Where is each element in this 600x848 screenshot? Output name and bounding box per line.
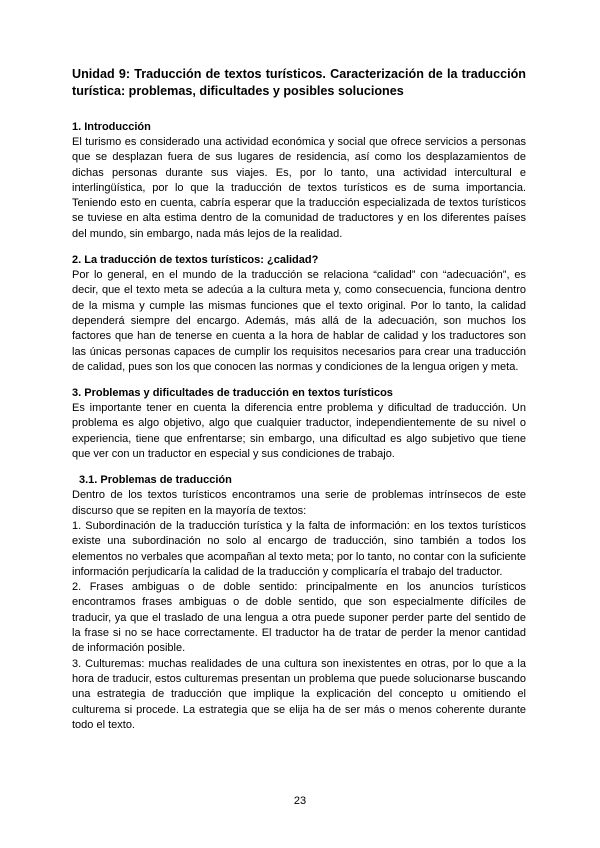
section-heading: 3. Problemas y dificultades de traducción en textos turísticos xyxy=(72,387,393,400)
paragraph: Dentro de los textos turísticos encontramos una serie de problemas intrínsecos de este discurso que se repiten en la mayoría de textos: xyxy=(72,489,526,517)
section-problemas-traduccion xyxy=(72,473,526,733)
section-introduccion xyxy=(72,120,526,242)
document-page xyxy=(72,66,526,744)
list-item: 2. Frases ambiguas o de doble sentido: principalmente en los anuncios turísticos encontramos frases ambiguas o de doble sentido, que son especialmente difíciles de traducir, ya que el traslado de una lengua a otra puede suponer perder parte del sentido de la frase si no se hace correctamente. El traductor ha de tratar de perder la menor cantidad de información posible. xyxy=(72,581,526,655)
paragraph: Por lo general, en el mundo de la traducción se relaciona “calidad” con “adecuación”, es decir, que el texto meta se adecúa a la cultura meta y, como consecuencia, funciona dentro de la misma y cumple las mismas funciones que el texto original. Por lo tanto, la calidad dependerá siempre del encargo. Además, más allá de la adecuación, son muchos los factores que han de tenerse en cuenta a la hora de hablar de calidad y los traductores son las únicas personas capaces de cumplir los requisitos necesarios para crear una traducción de calidad, pues son los que conocen las normas y condiciones de la lengua origen y meta. xyxy=(72,269,526,373)
page-number: 23 xyxy=(293,795,307,807)
list-item: 1. Subordinación de la traducción turística y la falta de información: en los textos turísticos existe una subordinación no solo al encargo de traducción, sino también a todos los elementos no verbales que acompañan al texto meta; por lo tanto, no contar con la suficiente información perjudicaría la calidad de la traducción y complicaría el trabajo del traductor. xyxy=(72,519,526,578)
section-problemas-dificultades xyxy=(72,386,526,462)
paragraph: El turismo es considerado una actividad económica y social que ofrece servicios a personas que se desplazan fuera de sus lugares de residencia, así como los desplazamientos de dichas personas durante sus viajes. Es, por lo tanto, una actividad intercultural e interlingüística, por lo que la traducción de textos turísticos es de suma importancia. Teniendo esto en cuenta, cabría esperar que la traducción especializada de textos turísticos se tuviese en alta estima dentro de la comunidad de traductores y en los diferentes países del mundo, sin embargo, nada más lejos de la realidad. xyxy=(72,136,526,240)
section-heading: 1. Introducción xyxy=(72,121,151,133)
document-title: Unidad 9: Traducción de textos turísticos. Caracterización de la traducción turística: problemas, dificultades y posibles soluciones xyxy=(72,67,526,98)
list-item: 3. Culturemas: muchas realidades de una cultura son inexistentes en otras, por lo que a la hora de traducir, estos culturemas presentan un problema que puede solucionarse buscando una estrategia de traducción que implique la explicación del concepto u omitiendo el culturema si procede. La estrategia que se elija ha de ser más o menos coherente durante todo el texto. xyxy=(72,657,526,731)
subsection-heading: 3.1. Problemas de traducción xyxy=(79,474,232,487)
section-heading: 2. La traducción de textos turísticos: ¿calidad? xyxy=(72,254,319,267)
section-calidad xyxy=(72,253,526,375)
paragraph: Es importante tener en cuenta la diferencia entre problema y dificultad de traducción. Un problema es algo objetivo, algo que cualquier traductor, independientemente de su nivel o experiencia, tiene que enfrentarse; sin embargo, una dificultad es algo subjetivo que tiene que ver con un traductor en especial y sus condiciones de trabajo. xyxy=(72,402,526,461)
